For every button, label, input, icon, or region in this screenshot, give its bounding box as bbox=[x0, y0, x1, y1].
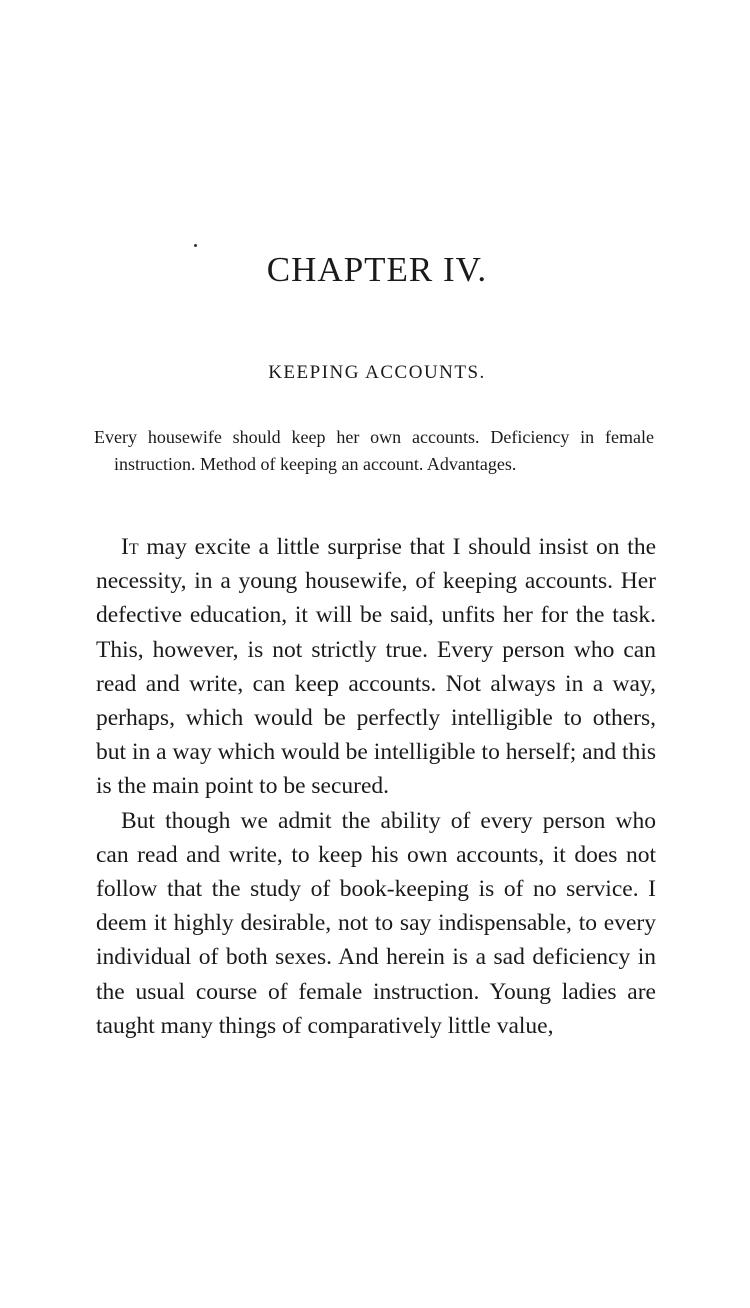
chapter-heading: CHAPTER IV. bbox=[266, 250, 488, 289]
paragraph-lead-word: It bbox=[121, 534, 139, 560]
chapter-summary bbox=[94, 424, 654, 477]
ink-speck bbox=[194, 244, 197, 247]
paragraph-2: But though we admit the ability of every person who can read and write, to keep his own accounts, it does not follow that the study of book-keeping is of no service. I deem it highly desirable, not to say indispensable, to every individual of both sexes. And herein is a sad deficiency in the usual course of female instruction. Young ladies are taught many things of comparatively little value, bbox=[96, 807, 656, 1039]
paragraph-1-text: may excite a little surprise that I should insist on the necessity, in a young housewife, of keeping accounts. Her defective education, it will be said, unfits her for the task. This, however, is not strictly true. Every person who can read and write, can keep accounts. Not always in a way, perhaps, which would be perfectly intelligible to others, but in a way which would be intelligible to herself; and this is the main point to be secured. bbox=[96, 534, 656, 800]
body-text bbox=[96, 530, 656, 1043]
summary-text: Every housewife should keep her own accounts. Deficiency in female instruction. Method of keeping an account. Advantages. bbox=[94, 427, 654, 474]
section-heading: KEEPING ACCOUNTS. bbox=[268, 362, 486, 383]
paragraph-1 bbox=[96, 530, 656, 804]
